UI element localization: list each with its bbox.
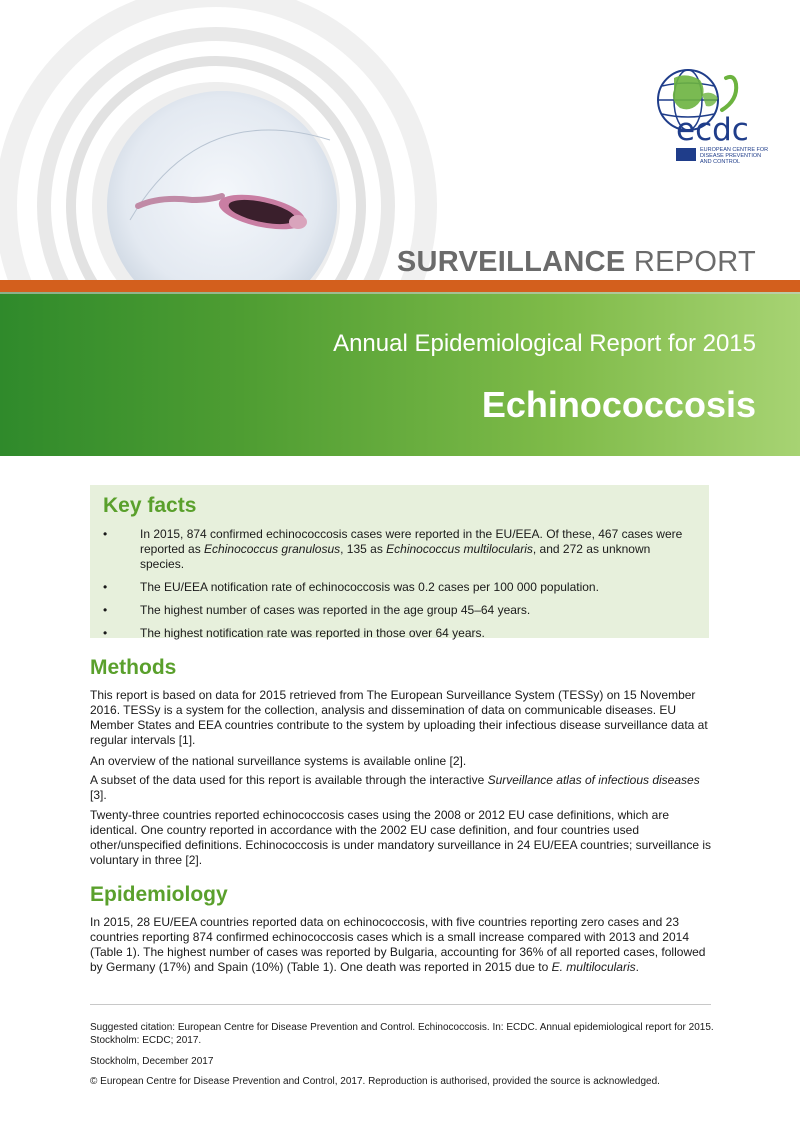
epidemiology-paragraph: In 2015, 28 EU/EEA countries reported data on echinococcosis, with five countries reporting zero cases and 23 countries reporting 874 confirmed echinococcosis cases which is a small increase compared with 2013 and 2014 (Table 1). The highest number of cases was reported by Bulgaria, accounting for 36% of all reported cases, followed by Germany (17%) and Spain (10%) (Table 1). One death was reported in 2015 due to E. multilocularis. (90, 915, 706, 974)
bullet-icon: • (103, 603, 108, 617)
methods-paragraph: Twenty-three countries reported echinococcosis cases using the 2008 or 2012 EU case definitions, which are identical. One country reported in accordance with the 2002 EU case definition, and four countries used other/unspecified definitions. Echinococcosis is under mandatory surveillance in 24 EU/EEA countries; surveillance is voluntary in three [2]. (90, 808, 711, 867)
place-and-date: Stockholm, December 2017 (90, 1056, 214, 1067)
methods-paragraph: An overview of the national surveillance systems is available online [2]. (90, 754, 467, 768)
bullet-icon: • (103, 626, 108, 640)
key-facts-box (90, 485, 709, 638)
bullet-icon: • (103, 580, 108, 594)
list-item: • The highest notification rate was reported in those over 64 years. (103, 626, 485, 640)
suggested-citation: Suggested citation: European Centre for Disease Prevention and Control. Echinococcosis. In: ECDC. Annual epidemiological report for 2015. Stockholm: ECDC; 2017. (90, 1022, 714, 1046)
ecdc-org-name: EUROPEAN CENTRE FOR DISEASE PREVENTION AND CONTROL (700, 147, 769, 165)
band-separator (0, 292, 800, 294)
report-title: Echinococcosis (481, 384, 756, 425)
series-title: SURVEILLANCE REPORT (396, 246, 756, 278)
orange-divider-band (0, 280, 800, 292)
list-item: • In 2015, 874 confirmed echinococcosis cases were reported in the EU/EEA. Of these, 467 cases were reported as Echinococcus granulosus, 135 as Echinococcus multilocularis, and 272 as unknown species. (103, 527, 683, 571)
ecdc-wordmark: ecdc (676, 112, 749, 148)
report-subtitle: Annual Epidemiological Report for 2015 (333, 330, 756, 357)
list-item: • The EU/EEA notification rate of echinococcosis was 0.2 cases per 100 000 population. (103, 580, 599, 594)
eu-flag-icon (676, 148, 696, 161)
methods-heading: Methods (90, 656, 177, 679)
copyright-notice: © European Centre for Disease Prevention and Control, 2017. Reproduction is authorised, provided the source is acknowledged. (90, 1076, 660, 1087)
green-title-band (0, 292, 800, 456)
key-facts-list (90, 527, 709, 649)
bullet-icon: • (103, 527, 108, 541)
epidemiology-heading: Epidemiology (90, 883, 228, 906)
methods-paragraph: This report is based on data for 2015 retrieved from The European Surveillance System (TESSy) on 15 November 2016. TESSy is a system for the collection, analysis and dissemination of data on communicable diseases. EU Member States and EEA countries contribute to the system by uploading their infectious disease surveillance data at regular intervals [1]. (90, 688, 708, 747)
list-item: • The highest number of cases was reported in the age group 45–64 years. (103, 603, 531, 617)
methods-paragraph: A subset of the data used for this report is available through the interactive Surveillance atlas of infectious diseases [3]. (90, 773, 700, 802)
footer-divider (90, 1004, 711, 1005)
key-facts-heading: Key facts (103, 494, 197, 517)
atlas-link: Surveillance atlas of infectious diseases (487, 773, 700, 787)
